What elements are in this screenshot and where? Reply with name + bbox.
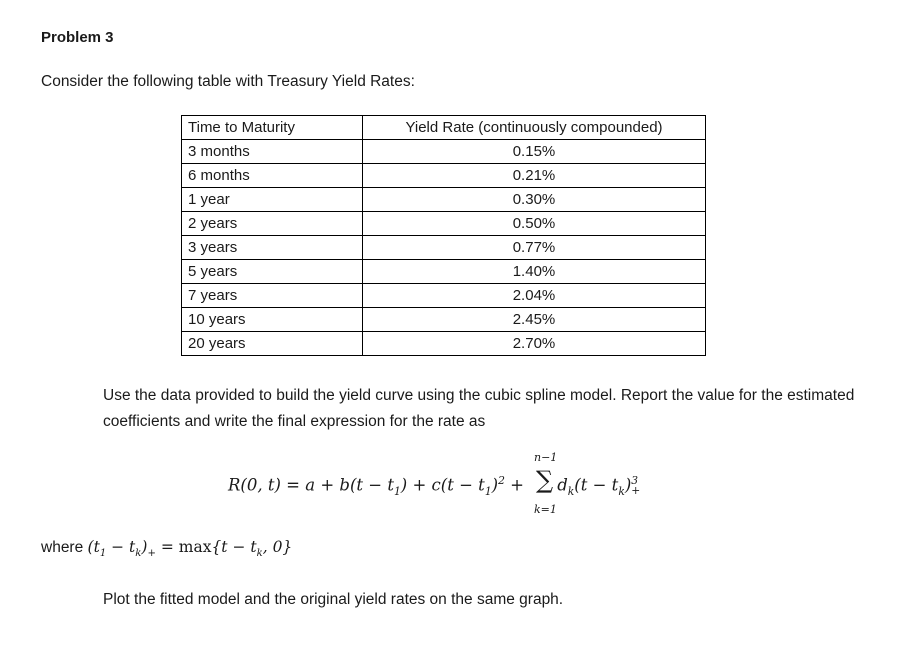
- problem-title: Problem 3: [41, 29, 114, 46]
- intro-text: Consider the following table with Treasury Yield Rates:: [41, 73, 415, 90]
- table-row: [182, 140, 706, 164]
- sum-upper-limit: n−1: [534, 451, 558, 464]
- rate-cell: 1.40%: [363, 260, 706, 284]
- formula-lhs: R(0, t) = a + b(t − t: [228, 475, 394, 495]
- where-sub: k: [256, 548, 263, 560]
- maturity-cell: 1 year: [182, 188, 363, 212]
- where-part: (t: [87, 538, 100, 556]
- rate-cell: 2.70%: [363, 332, 706, 356]
- where-part: ): [141, 538, 148, 556]
- table-row: [182, 332, 706, 356]
- maturity-cell: 5 years: [182, 260, 363, 284]
- maturity-cell: 3 months: [182, 140, 363, 164]
- formula-part: ): [624, 475, 632, 495]
- maturity-cell: 20 years: [182, 332, 363, 356]
- rate-cell: 0.50%: [363, 212, 706, 236]
- formula-sub: k: [567, 484, 575, 498]
- where-part: {t − t: [211, 538, 257, 556]
- header-maturity: Time to Maturity: [182, 116, 363, 140]
- formula-sub: 1: [484, 484, 492, 498]
- where-sub: +: [147, 548, 156, 560]
- table-row: [182, 212, 706, 236]
- formula-part: +: [504, 475, 530, 495]
- table-row: [182, 236, 706, 260]
- where-label: where: [41, 539, 88, 556]
- formula-part: (t − t: [574, 475, 619, 495]
- rate-cell: 0.15%: [363, 140, 706, 164]
- rate-cell: 2.04%: [363, 284, 706, 308]
- where-sub: 1: [99, 548, 107, 560]
- formula-sup: 2: [498, 474, 505, 487]
- maturity-cell: 2 years: [182, 212, 363, 236]
- formula-sup: 3: [631, 474, 639, 487]
- where-part: , 0}: [262, 538, 293, 556]
- where-sub: k: [135, 548, 142, 560]
- instruction-text: Use the data provided to build the yield curve using the cubic spline model. Report the value for the estimated coefficients and write the final expression for the rate as: [103, 387, 855, 430]
- plot-instruction: Plot the fitted model and the original yield rates on the same graph.: [103, 591, 564, 608]
- where-part: − t: [106, 538, 136, 556]
- sum-symbol: ∑: [536, 466, 554, 494]
- table-row: [182, 284, 706, 308]
- formula-part: ) + c(t − t: [400, 475, 485, 495]
- maturity-cell: 7 years: [182, 284, 363, 308]
- rate-cell: 0.30%: [363, 188, 706, 212]
- where-part: =: [155, 538, 179, 556]
- table-row: [182, 308, 706, 332]
- table-row: [182, 188, 706, 212]
- spline-formula: [228, 474, 640, 498]
- rate-cell: 0.77%: [363, 236, 706, 260]
- sum-lower-limit: k=1: [534, 503, 557, 516]
- header-yield-rate: Yield Rate (continuously compounded): [363, 116, 706, 140]
- table-header-row: [182, 116, 706, 140]
- rate-cell: 0.21%: [363, 164, 706, 188]
- formula-term: d: [557, 475, 568, 495]
- table-row: [182, 164, 706, 188]
- maturity-cell: 3 years: [182, 236, 363, 260]
- rate-cell: 2.45%: [363, 308, 706, 332]
- formula-sub: k: [618, 484, 625, 498]
- where-clause: [41, 538, 292, 559]
- formula-sub: +: [631, 484, 641, 497]
- table-row: [182, 260, 706, 284]
- formula-supsub: [631, 476, 640, 496]
- yield-table: [181, 115, 706, 356]
- formula-sub: 1: [393, 484, 401, 498]
- maturity-cell: 10 years: [182, 308, 363, 332]
- maturity-cell: 6 months: [182, 164, 363, 188]
- where-max: max: [178, 538, 212, 556]
- formula-part: ): [491, 475, 499, 495]
